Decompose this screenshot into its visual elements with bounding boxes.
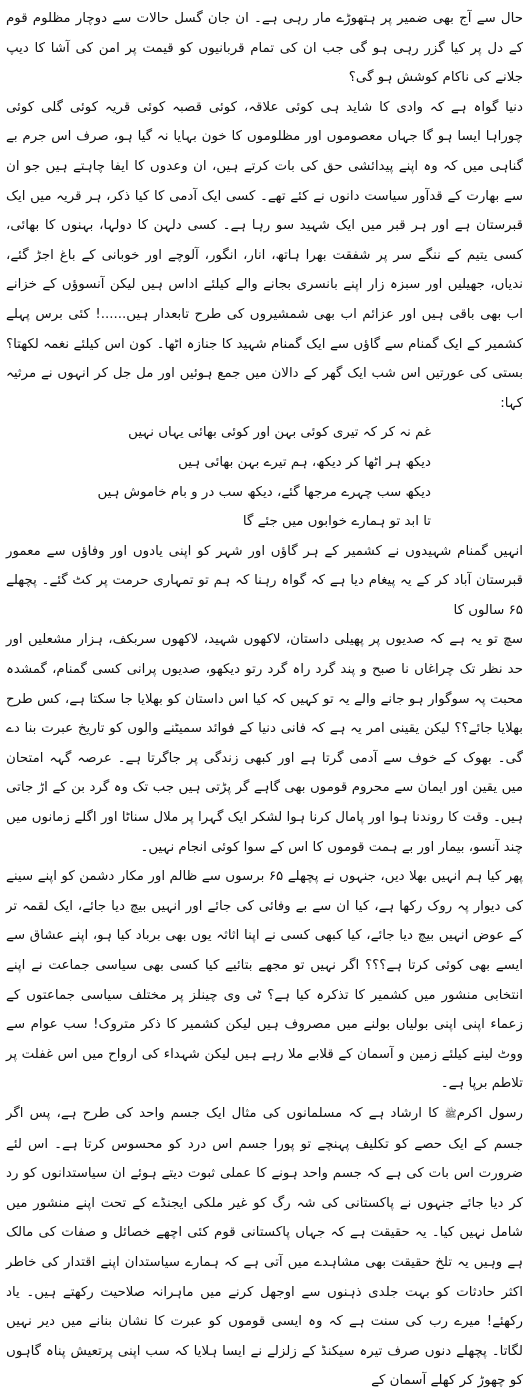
article-paragraph: دنیا گواہ ہے کہ وادی کا شاید ہی کوئی علاقہ، کوئی قصبہ کوئی قریہ کوئی گلی کوئی چوراہا ایسا ہو گا جہاں معصوموں اور مظلوموں کا خون بہایا نہ گیا ہو، صرف اس جرم بے گناہی میں کہ وہ اپنے پیدائشی حق کی بات کرتے ہیں، ان وعدوں کا ایفا چاہتے ہیں جو ان سے بھارت کے قدآور سیاست دانوں نے کئے تھے۔ کسی ایک آدمی کا کیا ذکر، ہر قریہ میں ایک قبرستان ہے اور ہر قبر میں ایک شہید سو رہا ہے۔ کسی دلہن کا دولہا، بہنوں کا بھائی، کسی یتیم کے ننگے سر پر شفقت بھرا ہاتھ، انار، انگور، آلوچے اور خوبانی کے باغ اجڑ گئے، ندیاں، جھیلیں اور سبزہ زار اپنے بانسری بجانے والے کیلئے اداس ہیں لیکن آنسوؤں کے خزانے اب بھی باقی ہیں اور عزائم اب بھی شمشیروں کی طرح تابعدار ہیں......! کئی برس پہلے کشمیر کے ایک گمنام سے گاؤں سے ایک گمنام شہید کا جنازہ اٹھا۔ کون اس کیلئے نغمہ لکھتا؟ بستی کی عورتیں اس شب ایک گھر کے دالان میں جمع ہوئیں اور مل جل کر انہوں نے مرثیہ کہا: — [6, 99, 523, 411]
article-paragraph: حال سے آج بھی ضمیر پر ہتھوڑے مار رہی ہے۔ ان جان گسل حالات سے دوچار مظلوم قوم کے دل پر کیا گزر رہی ہو گی جب ان کی تمام قربانیوں کو قیمت پر امن کی آشا کا دیپ جلانے کی ناکام کوشش ہو گی؟ — [6, 11, 523, 86]
article-paragraph: سچ تو یہ ہے کہ صدیوں پر پھیلی داستان، لاکھوں شہید، لاکھوں سربکف، ہزار مشعلیں اور حد نظر تک چراغاں نا صبح و پند گرد راہ گرد رتو دیکھو، صدیوں پرانی کسی گمنام، گمشدہ محبت پہ سوگوار ہو جانے والے یہ تو کہیں کہ کیا اس داستان کو بھلایا جا سکتا ہے، کس طرح بھلایا جائے؟؟ لیکن یقینی امر یہ ہے کہ فانی دنیا کے فوائد سمیٹنے والوں کو تاریخ عبرت بنا دے گی۔ بھوک کے خوف سے آدمی گرتا ہے اور کبھی زندگی پر جاگرتا ہے۔ عرصہ گہہ امتحان میں یقین اور ایمان سے محروم قوموں بھی گاہے گر پڑتی ہیں جب تک وہ گرد بن کے اڑ جاتی ہیں۔ وقت کا روندنا ہوا اور پامال کرنا ہوا لشکر ایک گہرا پر ملال سناٹا اور اگلے زمانوں میں چند آنسو، بیمار اور بے ہمت قوموں کا اس کے سوا کوئی انجام نہیں۔ — [6, 632, 523, 855]
poem-verse: تا ابد تو ہمارے خوابوں میں جئے گا — [242, 514, 431, 530]
elegy-poem — [6, 418, 523, 536]
poem-verse: دیکھ سب چہرے مرجھا گئے، دیکھ سب در و بام خاموش ہیں — [97, 484, 431, 500]
poem-verse: غم نہ کر کہ تیری کوئی بہن اور کوئی بھائی یہاں نہیں — [128, 425, 431, 441]
honorific-glyph: ﷺ — [444, 1108, 457, 1120]
article-paragraph: پھر کیا ہم انہیں بھلا دیں، جنہوں نے پچھلے ۶۵ برسوں سے ظالم اور مکار دشمن کو اپنے سینے کی دیوار پہ روک رکھا ہے، کیا ان سے بے وفائی کی جائے اور انہیں بیچ دیا جائے، ایک لقمہ تر کے عوض انہیں بیچ دیا جائے، کیا کبھی کسی نے اپنا اثاثہ یوں بھی برباد کیا ہو، اپنے عشاق سے ایسے بھی کوئی کرتا ہے؟؟؟ اگر نہیں تو مجھے بتائیے کیا کسی بھی سیاسی جماعت نے اپنے انتخابی منشور میں کشمیر کا تذکرہ کیا ہے؟ ٹی وی چینلز پر مختلف سیاسی جماعتوں کے زعماء اپنی اپنی بولیاں بولنے میں مصروف ہیں لیکن کشمیر کا ذکر متروک! سب عوام سے ووٹ لینے کیلئے زمین و آسمان کے قلابے ملا رہے ہیں لیکن شہداء کی ارواح میں اس غفلت پر تلاطم برپا ہے۔ — [6, 869, 523, 1092]
paragraph-text-start: رسول اکرم — [456, 1105, 523, 1121]
article-paragraph: انہیں گمنام شہیدوں نے کشمیر کے ہر گاؤں اور شہر کو اپنی یادوں اور وفاؤں سے معمور قبرستان آباد کر کے یہ پیغام دیا ہے کہ گواہ رہنا کہ ہم تو تمہاری حرمت پر کٹ گئے۔ پچھلے ۶۵ سالوں کا — [6, 543, 523, 618]
poem-verse: دیکھ ہر اٹھا کر دیکھ، ہم تیرے بہن بھائی ہیں — [178, 454, 431, 470]
paragraph-text-rest: کا ارشاد ہے کہ مسلمانوں کی مثال ایک جسم واحد کی طرح ہے، پس اگر جسم کے ایک حصے کو تکلیف پہنچے تو پورا جسم اس درد کو محسوس کرتا ہے۔ اس لئے ضرورت اس بات کی ہے کہ جسم واحد ہونے کا عملی ثبوت دیتے ہوئے ان سیاستدانوں کو رد کر دیا جائے جنہوں نے پاکستانی کی شہ رگ کو غیر ملکی ایجنڈے کے تحت اپنے منشور میں شامل نہیں کیا۔ یہ حقیقت ہے کہ جہاں پاکستانی قوم کئی اچھے خصائل و صفات کی مالک ہے وہیں یہ تلخ حقیقت بھی مشاہدے میں آتی ہے کہ ہمارے سیاستدان اپنے اقتدار کی خاطر اکثر حادثات کو بہت جلدی ذہنوں سے اوجھل کرنے میں ماہرانہ صلاحیت رکھتے ہیں۔ یاد رکھئے! میرے رب کی سنت ہے کہ وہ ایسی قوموں کو عبرت کا نشان بنانے میں دیر نہیں لگاتا۔ پچھلے دنوں صرف تیرہ سیکنڈ کے زلزلے نے ایسا ہلایا کہ سب اپنی پرتعیش پناہ گاہوں کو چھوڑ کر کھلے آسمان کے — [6, 1105, 523, 1389]
article-paragraph — [6, 1099, 523, 1396]
